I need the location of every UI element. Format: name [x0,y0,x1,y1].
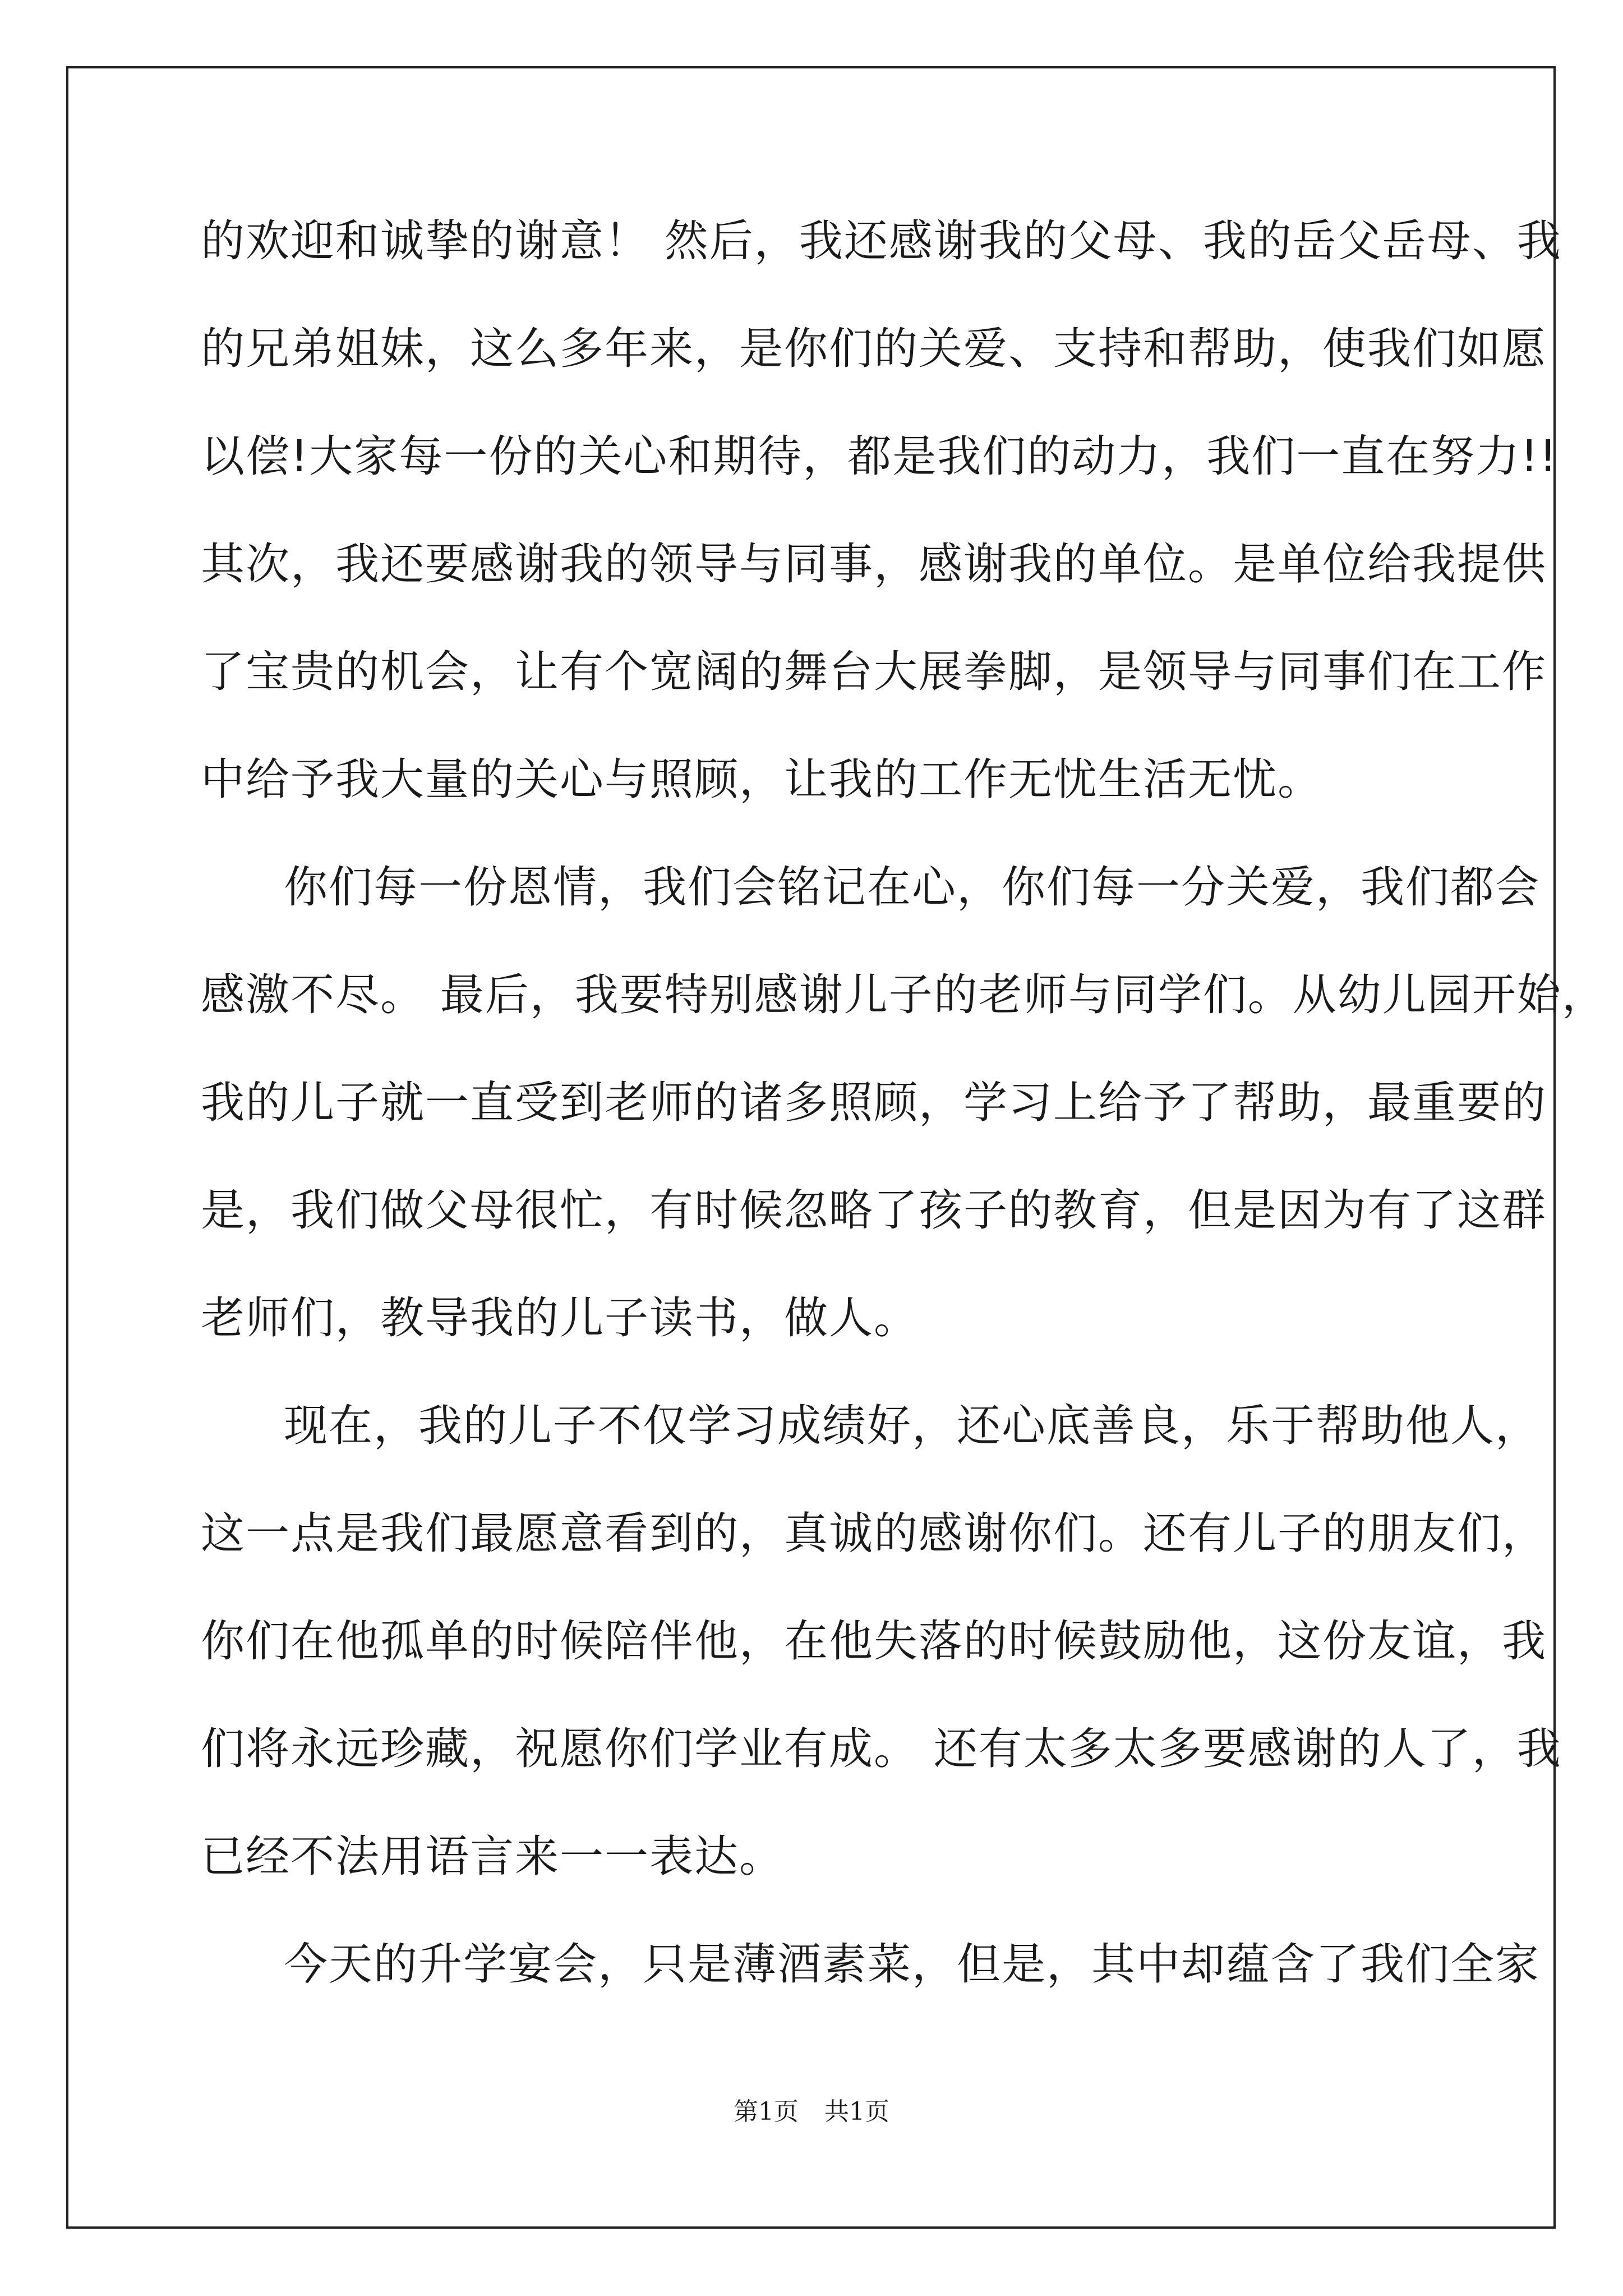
text-line: 你们在他孤单的时候陪伴他，在他失落的时候鼓励他，这份友谊，我 [201,1616,1547,1667]
text-line: 这一点是我们最愿意看到的，真诚的感谢你们。还有儿子的朋友们， [201,1508,1547,1559]
text-line: 们将永远珍藏，祝愿你们学业有成。 还有太多太多要感谢的人了，我 [201,1724,1562,1774]
page-footer [0,2095,1623,2129]
page-number-total: 共1页 [824,2097,889,2126]
text-line: 其次，我还要感谢我的领导与同事，感谢我的单位。是单位给我提供 [201,539,1547,590]
text-line: 我的儿子就一直受到老师的诸多照顾，学习上给予了帮助，最重要的 [201,1078,1547,1128]
text-line: 现在，我的儿子不仅学习成绩好，还心底善良，乐于帮助他人， [284,1401,1541,1451]
text-line: 已经不法用语言来一一表达。 [201,1832,785,1882]
text-line: 的兄弟姐妹，这么多年来，是你们的关爱、支持和帮助，使我们如愿 [201,324,1547,374]
text-line: 了宝贵的机会，让有个宽阔的舞台大展拳脚，是领导与同事们在工作 [201,647,1547,697]
page-border [66,66,1556,2229]
text-line: 你们每一份恩情，我们会铭记在心，你们每一分关爱，我们都会 [284,862,1541,913]
text-line: 感激不尽。 最后，我要特别感谢儿子的老师与同学们。从幼儿园开始， [201,970,1607,1020]
text-line: 的欢迎和诚挚的谢意！ 然后，我还感谢我的父母、我的岳父岳母、我 [201,216,1562,266]
page-number-current: 第1页 [734,2097,799,2126]
text-line: 老师们，教导我的儿子读书，做人。 [201,1293,919,1343]
text-line: 以偿!大家每一份的关心和期待，都是我们的动力，我们一直在努力!! [201,431,1558,482]
text-line: 中给予我大量的关心与照顾，让我的工作无忧生活无忧。 [201,754,1323,805]
text-line: 是，我们做父母很忙，有时候忽略了孩子的教育，但是因为有了这群 [201,1185,1547,1236]
text-line: 今天的升学宴会，只是薄酒素菜，但是，其中却蕴含了我们全家 [284,1939,1541,1990]
